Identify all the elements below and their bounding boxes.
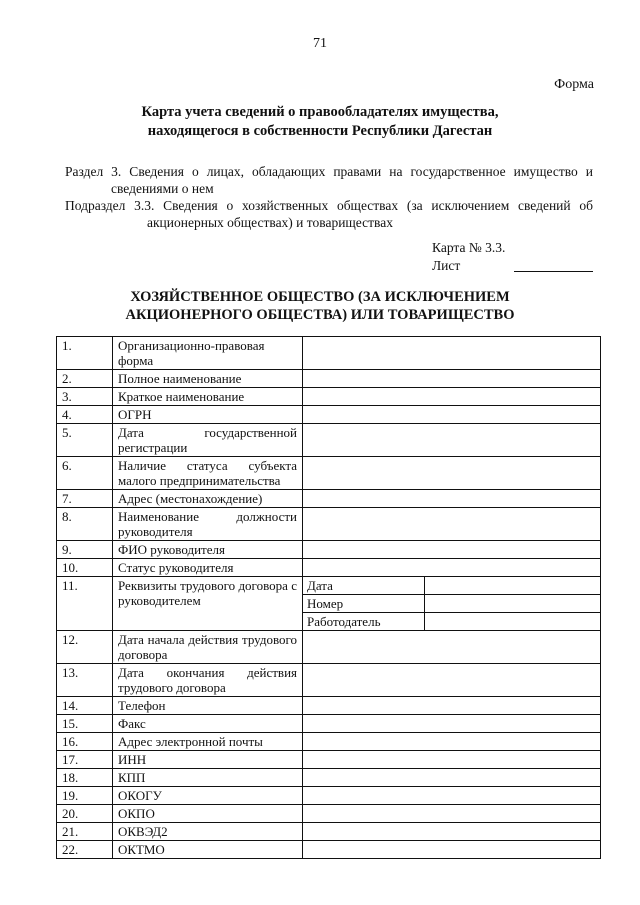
table-row [57,541,601,559]
row-number: 13. [57,664,113,697]
table-row [57,337,601,370]
contract-detail-row [303,577,600,595]
row-label: ФИО руководителя [113,541,303,559]
row-label: Реквизиты трудового договора с руководителем [113,577,303,631]
row-value-field[interactable] [303,715,601,733]
table-row [57,715,601,733]
row-number: 16. [57,733,113,751]
section-caption [65,163,593,197]
row-label: ИНН [113,751,303,769]
row-number: 5. [57,424,113,457]
table-heading [0,288,640,324]
contract-detail-value[interactable] [425,613,601,631]
row-value-field[interactable] [303,805,601,823]
row-number: 14. [57,697,113,715]
row-label: ОКПО [113,805,303,823]
row-number: 21. [57,823,113,841]
form-label: Форма [554,77,594,92]
row-value-field[interactable] [303,508,601,541]
sheet-number-field[interactable] [514,271,593,272]
table-row [57,841,601,859]
section-line1: Раздел 3. Сведения о лицах, обладающих правами на государственное имущество и [65,164,593,179]
table-row [57,490,601,508]
page-number: 71 [313,36,327,51]
row-label: ОКОГУ [113,787,303,805]
card-number: Карта № 3.3. [432,240,506,255]
row-value-field[interactable] [303,490,601,508]
row-number: 8. [57,508,113,541]
row-label: Наличие статуса субъекта малого предпринимательства [113,457,303,490]
row-number: 1. [57,337,113,370]
table-row [57,805,601,823]
row-label: Дата начала действия трудового договора [113,631,303,664]
contract-detail-row [303,595,600,613]
card-info [432,239,505,275]
row-value-field[interactable] [303,787,601,805]
row-number: 15. [57,715,113,733]
row-number: 17. [57,751,113,769]
row-number: 12. [57,631,113,664]
table-row [57,733,601,751]
row-value-field[interactable] [303,769,601,787]
contract-details-cell [303,577,601,631]
row-label: Телефон [113,697,303,715]
table-row [57,370,601,388]
subsection-line1: Подраздел 3.3. Сведения о хозяйственных обществах (за исключением сведений об [65,198,593,213]
contract-detail-row [303,613,600,631]
row-label: Адрес электронной почты [113,733,303,751]
row-label: Полное наименование [113,370,303,388]
table-row [57,424,601,457]
row-value-field[interactable] [303,664,601,697]
row-number: 6. [57,457,113,490]
row-value-field[interactable] [303,424,601,457]
row-value-field[interactable] [303,841,601,859]
table-row [57,787,601,805]
row-value-field[interactable] [303,697,601,715]
table-row [57,697,601,715]
contract-detail-value[interactable] [425,577,601,595]
row-label: Дата государственной регистрации [113,424,303,457]
row-label: Адрес (местонахождение) [113,490,303,508]
row-label: Дата окончания действия трудового договора [113,664,303,697]
contract-detail-label: Номер [303,595,425,613]
row-value-field[interactable] [303,541,601,559]
subsection-line2: акционерных обществах) и товариществах [147,215,393,230]
row-number: 3. [57,388,113,406]
form-table [56,336,601,859]
contract-details-table [303,577,600,630]
table-row [57,631,601,664]
contract-detail-label: Дата [303,577,425,595]
table-row [57,823,601,841]
table-row [57,406,601,424]
table-row [57,508,601,541]
row-label: ОГРН [113,406,303,424]
row-label: ОКТМО [113,841,303,859]
contract-detail-label: Работодатель [303,613,425,631]
row-value-field[interactable] [303,631,601,664]
row-value-field[interactable] [303,823,601,841]
row-label: Статус руководителя [113,559,303,577]
table-heading-line1: ХОЗЯЙСТВЕННОЕ ОБЩЕСТВО (ЗА ИСКЛЮЧЕНИЕМ [130,289,510,305]
document-title-line1: Карта учета сведений о правообладателях имущества, [141,104,499,120]
table-heading-line2: АКЦИОНЕРНОГО ОБЩЕСТВА) ИЛИ ТОВАРИЩЕСТВО [125,307,515,323]
row-label: Факс [113,715,303,733]
row-number: 9. [57,541,113,559]
row-label: Наименование должности руководителя [113,508,303,541]
row-number: 7. [57,490,113,508]
row-value-field[interactable] [303,388,601,406]
sheet-label: Лист [432,258,461,273]
row-number: 11. [57,577,113,631]
row-value-field[interactable] [303,406,601,424]
table-row [57,751,601,769]
table-row [57,664,601,697]
document-title [0,103,640,141]
row-number: 22. [57,841,113,859]
document-title-line2: находящегося в собственности Республики Дагестан [147,123,493,139]
row-value-field[interactable] [303,457,601,490]
row-value-field[interactable] [303,733,601,751]
row-label: КПП [113,769,303,787]
table-row [57,577,601,631]
row-label: Организационно-правовая форма [113,337,303,370]
row-value-field[interactable] [303,370,601,388]
row-number: 2. [57,370,113,388]
row-number: 10. [57,559,113,577]
table-row [57,388,601,406]
table-row [57,457,601,490]
row-value-field[interactable] [303,751,601,769]
row-value-field[interactable] [303,337,601,370]
row-value-field[interactable] [303,559,601,577]
row-number: 4. [57,406,113,424]
section-line2: сведениями о нем [111,181,214,196]
contract-detail-value[interactable] [425,595,601,613]
row-number: 18. [57,769,113,787]
row-label: Краткое наименование [113,388,303,406]
subsection-caption [65,197,593,231]
row-label: ОКВЭД2 [113,823,303,841]
table-row [57,769,601,787]
row-number: 20. [57,805,113,823]
row-number: 19. [57,787,113,805]
table-row [57,559,601,577]
